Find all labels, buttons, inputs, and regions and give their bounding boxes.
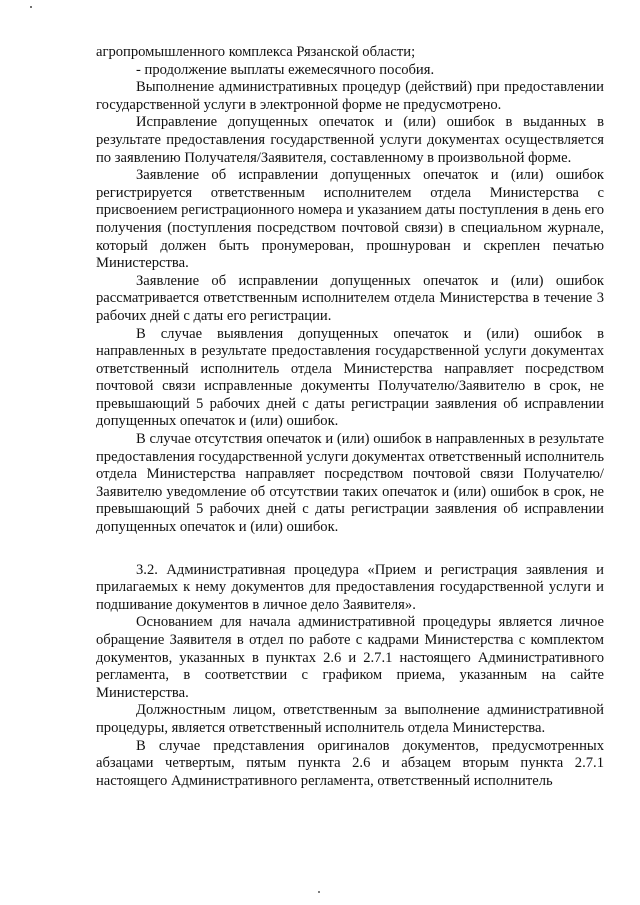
paragraph-responsible-official: Должностным лицом, ответственным за выполнение административной процедуры, является ответственный исполнитель отдела Министерства. (96, 702, 604, 736)
paragraph-application-registration: Заявление об исправлении допущенных опечаток и (или) ошибок регистрируется ответственным исполнителем отдела Министерства с присвоением регистрационного номера и указанием даты поступления в день его получения (поступления посредством почтовой связи) в специальном журнале, который должен быть пронумерован, прошнурован и скреплен печатью Министерства. (96, 167, 604, 272)
paragraph-original-documents: В случае представления оригиналов документов, предусмотренных абзацами четвертым, пятым пункта 2.6 и абзацем вторым пункта 2.7.1 настоящего Административного регламента, ответственный исполнитель (96, 737, 604, 789)
paragraph-agro-complex: агропромышленного комплекса Рязанской области; (96, 44, 416, 60)
paragraph-procedure-basis: Основанием для начала административной процедуры является личное обращение Заявителя в отдел по работе с кадрами Министерства с комплектом документов, указанных в пунктах 2.6 и 2.7.1 настоящего Административного регламента, в соответствии с графиком приема, указанным на сайте Министерства. (96, 614, 604, 701)
scan-artifact-dot-bottom (318, 891, 320, 893)
paragraph-benefit-continuation: - продолжение выплаты ежемесячного пособия. (136, 61, 435, 78)
paragraph-errors-absent: В случае отсутствия опечаток и (или) ошибок в направленных в результате предоставления государственной услуги документах ответственный исполнитель отдела Министерства направляет посредством почтовой связи Получателю/Заявителю уведомление об отсутствии таких опечаток и (или) ошибок в срок, не превышающий 5 рабочих дней с даты регистрации заявления об исправлении допущенных опечаток и (или) ошибок. (96, 431, 604, 536)
paragraph-application-review: Заявление об исправлении допущенных опечаток и (или) ошибок рассматривается ответственным исполнителем отдела Министерства в течение 3 рабочих дней с даты его регистрации. (96, 272, 604, 324)
paragraph-typo-correction: Исправление допущенных опечаток и (или) ошибок в выданных в результате предоставления государственной услуги документах осуществляется по заявлению Получателя/Заявителя, составленному в произвольной форме. (96, 114, 604, 166)
scan-artifact-dot (30, 6, 32, 8)
paragraph-electronic-form: Выполнение административных процедур (действий) при предоставлении государственной услуги в электронной форме не предусмотрено. (96, 79, 604, 113)
paragraph-errors-found: В случае выявления допущенных опечаток и (или) ошибок в направленных в результате предоставления государственной услуги документах ответственный исполнитель отдела Министерства направляет посредством почтовой связи исправленные документы Получателю/Заявителю в срок, не превышающий 5 рабочих дней с даты регистрации заявления об исправлении допущенных опечаток и (или) ошибок. (96, 325, 604, 430)
section-heading-3-2: 3.2. Административная процедура «Прием и регистрация заявления и прилагаемых к нему документов для предоставления государственной услуги и подшивание документов в личное дело Заявителя». (96, 561, 604, 613)
document-body (96, 44, 604, 790)
